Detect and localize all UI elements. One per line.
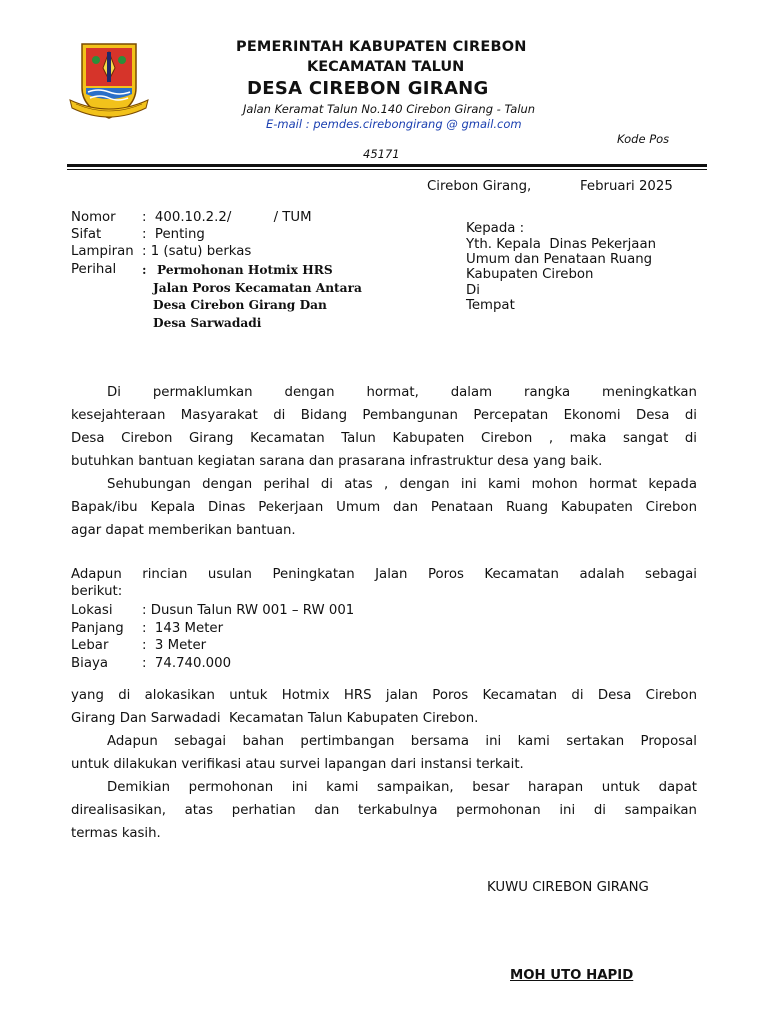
recipient-line: Umum dan Penataan Ruang xyxy=(466,252,653,267)
body-paragraph-1 xyxy=(71,381,697,473)
lampiran-label: Lampiran xyxy=(71,244,134,259)
perihal-label: Perihal xyxy=(71,262,117,277)
paragraph-line: berikut: xyxy=(71,584,123,599)
header-district-title: KECAMATAN TALUN xyxy=(307,59,465,75)
paragraph-line: Girang Dan Sarwadadi Kecamatan Talun Kabupaten Cirebon. xyxy=(71,711,479,726)
header-divider-thin xyxy=(67,169,707,170)
perihal-line-4: Desa Sarwadadi xyxy=(153,316,262,330)
paragraph-line: untuk dilakukan verifikasi atau survei lapangan dari instansi terkait. xyxy=(71,757,524,772)
header-email[interactable]: E-mail : pemdes.cirebongirang @ gmail.com xyxy=(266,117,522,131)
body-paragraph-6 xyxy=(71,776,697,845)
paragraph-line: Desa Cirebon Girang Kecamatan Talun Kabupaten Cirebon , maka sangat di xyxy=(71,431,697,446)
paragraph-line: butuhkan bantuan kegiatan sarana dan prasarana infrastruktur desa yang baik. xyxy=(71,454,603,469)
nomor-value: : 400.10.2.2/ / TUM xyxy=(142,210,312,225)
date-place: Cirebon Girang, xyxy=(427,179,532,194)
paragraph-line: Sehubungan dengan perihal di atas , dengan ini kami mohon hormat kepada xyxy=(107,477,697,492)
paragraph-line: Adapun sebagai bahan pertimbangan bersama ini kami sertakan Proposal xyxy=(107,734,697,749)
paragraph-line: termas kasih. xyxy=(71,826,161,841)
recipient-line: Tempat xyxy=(466,298,515,313)
header-government-title: PEMERINTAH KABUPATEN CIREBON xyxy=(236,39,527,55)
recipient-line: Kepada : xyxy=(466,221,525,236)
paragraph-line: Adapun rincian usulan Peningkatan Jalan Poros Kecamatan adalah sebagai xyxy=(71,567,697,582)
detail-value-lokasi: : Dusun Talun RW 001 – RW 001 xyxy=(142,603,355,618)
date-value: Februari 2025 xyxy=(580,179,673,194)
sifat-label: Sifat xyxy=(71,227,102,242)
detail-label-lokasi: Lokasi xyxy=(71,603,113,618)
signature-name: MOH UTO HAPID xyxy=(510,968,634,983)
paragraph-line: direalisasikan, atas perhatian dan terkabulnya permohonan ini di sampaikan xyxy=(71,803,697,818)
paragraph-line: Bapak/ibu Kepala Dinas Pekerjaan Umum dan Penataan Ruang Kabupaten Cirebon xyxy=(71,500,697,515)
paragraph-line: Di permaklumkan dengan hormat, dalam rangka meningkatkan xyxy=(107,385,697,400)
perihal-colon: : xyxy=(142,263,147,277)
sifat-value: : Penting xyxy=(142,227,205,242)
detail-label-panjang: Panjang xyxy=(71,621,124,636)
detail-label-lebar: Lebar xyxy=(71,638,109,653)
recipient-line: Yth. Kepala Dinas Pekerjaan xyxy=(466,237,657,252)
body-paragraph-3 xyxy=(71,566,697,600)
nomor-label: Nomor xyxy=(71,210,116,225)
paragraph-line: Demikian permohonan ini kami sampaikan, besar harapan untuk dapat xyxy=(107,780,697,795)
header-village-title: DESA CIREBON GIRANG xyxy=(247,78,489,99)
body-paragraph-2 xyxy=(71,473,697,542)
cirebon-coat-of-arms-icon xyxy=(68,38,150,124)
header-postal-code: 45171 xyxy=(363,147,400,161)
regency-logo xyxy=(68,38,150,124)
header-postal-label: Kode Pos xyxy=(617,132,670,146)
detail-value-lebar: : 3 Meter xyxy=(142,638,207,653)
paragraph-line: yang di alokasikan untuk Hotmix HRS jalan Poros Kecamatan di Desa Cirebon xyxy=(71,688,697,703)
recipient-line: Kabupaten Cirebon xyxy=(466,267,594,282)
body-paragraph-5 xyxy=(71,730,697,776)
signature-title: KUWU CIREBON GIRANG xyxy=(487,880,649,895)
header-address: Jalan Keramat Talun No.140 Cirebon Girang - Talun xyxy=(243,102,536,116)
perihal-line-1: Permohonan Hotmix HRS xyxy=(157,263,333,277)
detail-value-panjang: : 143 Meter xyxy=(142,621,224,636)
header-divider-thick xyxy=(67,164,707,167)
paragraph-line: kesejahteraan Masyarakat di Bidang Pembangunan Percepatan Ekonomi Desa di xyxy=(71,408,697,423)
lampiran-value: : 1 (satu) berkas xyxy=(142,244,252,259)
detail-label-biaya: Biaya xyxy=(71,656,108,671)
perihal-line-3: Desa Cirebon Girang Dan xyxy=(153,298,327,312)
paragraph-line: agar dapat memberikan bantuan. xyxy=(71,523,296,538)
body-paragraph-4 xyxy=(71,684,697,730)
detail-value-biaya: : 74.740.000 xyxy=(142,656,232,671)
recipient-line: Di xyxy=(466,283,480,298)
perihal-line-2: Jalan Poros Kecamatan Antara xyxy=(153,281,362,295)
